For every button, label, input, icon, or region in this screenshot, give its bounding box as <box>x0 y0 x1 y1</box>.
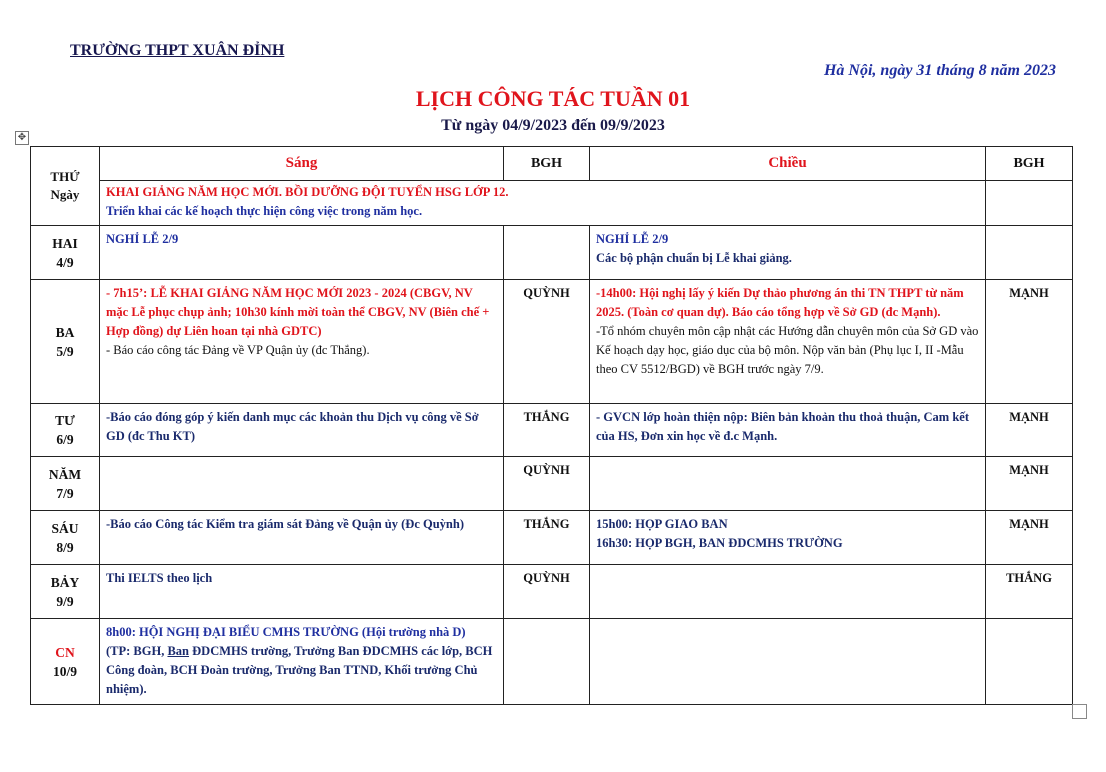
afternoon-cell <box>590 565 986 619</box>
day-name: BA <box>55 324 75 340</box>
morning-cell <box>100 457 504 511</box>
afternoon-line: - GVCN lớp hoàn thiện nộp: Biên bản khoản thu thoả thuận, Cam kết của HS, Đơn xin học về đ.c Mạnh. <box>596 410 969 443</box>
day-cell <box>31 226 100 280</box>
morning-line: 8h00: HỘI NGHỊ ĐẠI BIỂU CMHS TRƯỜNG (Hội trường nhà D) <box>106 625 466 639</box>
week-note-cell <box>100 181 986 226</box>
afternoon-cell <box>590 280 986 404</box>
day-date: 6/9 <box>56 432 74 447</box>
bgh-morning-cell: THẮNG <box>504 404 590 457</box>
morning-line: NGHỈ LỄ 2/9 <box>106 232 179 246</box>
day-date: 7/9 <box>56 485 74 501</box>
week-note-line2: Triển khai các kế hoạch thực hiện công việc trong năm học. <box>106 204 423 218</box>
morning-cell <box>100 226 504 280</box>
week-note-row <box>31 181 1073 226</box>
schedule-table <box>30 146 1073 705</box>
col-header-bgh-morning: BGH <box>504 147 590 181</box>
day-name: CN <box>55 644 75 660</box>
afternoon-line: 15h00: HỌP GIAO BAN <box>596 517 728 531</box>
table-move-handle-icon[interactable]: ✥ <box>15 131 29 145</box>
col-header-day-line2: Ngày <box>50 187 80 202</box>
day-name: TƯ <box>55 413 75 428</box>
bgh-afternoon-cell <box>986 619 1073 705</box>
table-row <box>31 565 1073 619</box>
day-cell <box>31 619 100 705</box>
table-header-row <box>31 147 1073 181</box>
afternoon-cell <box>590 619 986 705</box>
afternoon-line: -Tổ nhóm chuyên môn cập nhật các Hướng dẫn chuyên môn của Sở GD vào Kế hoạch dạy học, giáo dục của bộ môn. Nộp văn bản (Phụ lục I, II -Mẫu theo CV 5512/BGD) về BGH trước ngày 7/9. <box>596 324 979 376</box>
dateline: Hà Nội, ngày 31 tháng 8 năm 2023 <box>823 62 1056 79</box>
table-row <box>31 280 1073 404</box>
afternoon-cell <box>590 457 986 511</box>
bgh-morning-cell: THẮNG <box>504 511 590 565</box>
afternoon-cell <box>590 226 986 280</box>
table-row <box>31 457 1073 511</box>
day-date: 8/9 <box>56 539 74 555</box>
col-header-morning: Sáng <box>100 147 504 181</box>
morning-line: (TP: BGH, <box>106 644 168 658</box>
bgh-morning-cell: QUỲNH <box>504 565 590 619</box>
bgh-afternoon-cell: MẠNH <box>986 457 1073 511</box>
table-resize-handle-icon[interactable] <box>1072 704 1087 719</box>
table-row <box>31 404 1073 457</box>
afternoon-cell <box>590 404 986 457</box>
table-row <box>31 226 1073 280</box>
day-name: HAI <box>52 235 78 251</box>
morning-cell <box>100 619 504 705</box>
morning-line: ĐDCMHS trường, Trưởng Ban ĐDCMHS các lớp, BCH Công đoàn, BCH Đoàn trường, Trưởng Ban TTND, Khối trưởng Chủ nhiệm). <box>106 644 493 696</box>
day-date: 5/9 <box>56 343 74 359</box>
afternoon-line: Các bộ phận chuẩn bị Lễ khai giảng. <box>596 251 792 265</box>
morning-line-underlined: Ban <box>167 644 190 658</box>
bgh-afternoon-cell: MẠNH <box>986 404 1073 457</box>
morning-line: Thi IELTS theo lịch <box>106 571 213 585</box>
afternoon-cell <box>590 511 986 565</box>
col-header-day <box>31 147 100 226</box>
day-cell <box>31 511 100 565</box>
morning-cell <box>100 404 504 457</box>
day-name: SÁU <box>51 520 79 536</box>
day-cell <box>31 280 100 404</box>
bgh-morning-cell <box>504 226 590 280</box>
morning-cell <box>100 565 504 619</box>
morning-cell <box>100 280 504 404</box>
bgh-afternoon-cell <box>986 226 1073 280</box>
day-cell <box>31 457 100 511</box>
day-name: BẢY <box>50 574 80 590</box>
col-header-bgh-afternoon: BGH <box>986 147 1073 181</box>
date-range-subtitle: Từ ngày 04/9/2023 đến 09/9/2023 <box>441 117 665 134</box>
day-name: NĂM <box>48 466 82 482</box>
bgh-morning-cell <box>504 619 590 705</box>
bgh-morning-cell: QUỲNH <box>504 280 590 404</box>
day-date: 4/9 <box>56 254 74 270</box>
morning-line: - 7h15’: LỄ KHAI GIẢNG NĂM HỌC MỚI 2023 - 2024 (CBGV, NV mặc Lễ phục chụp ảnh; 10h30 kính mời toàn thể CBGV, NV (Biên chế + Hợp đồng) dự Liên hoan tại nhà GDTC) <box>106 286 490 338</box>
week-note-empty <box>986 181 1073 226</box>
morning-line: - Báo cáo công tác Đảng về VP Quận ủy (đc Thắng). <box>106 343 370 357</box>
day-date: 9/9 <box>56 593 74 609</box>
col-header-day-line1: THỨ <box>50 169 80 184</box>
col-header-afternoon: Chiều <box>590 147 986 181</box>
school-name: TRƯỜNG THPT XUÂN ĐỈNH <box>70 42 285 59</box>
bgh-afternoon-cell: MẠNH <box>986 511 1073 565</box>
page-title: LỊCH CÔNG TÁC TUẦN 01 <box>415 86 691 111</box>
day-cell <box>31 404 100 457</box>
day-cell <box>31 565 100 619</box>
morning-line: -Báo cáo Công tác Kiểm tra giám sát Đảng về Quận ủy (Đc Quỳnh) <box>106 517 464 531</box>
table-row <box>31 619 1073 705</box>
morning-line: -Báo cáo đóng góp ý kiến danh mục các khoản thu Dịch vụ công về Sở GD (đc Thu KT) <box>106 410 479 443</box>
afternoon-line: -14h00: Hội nghị lấy ý kiến Dự thảo phương án thi TN THPT từ năm 2025. (Toàn cơ quan dự). Báo cáo tổng hợp về Sở GD (đc Mạnh). <box>596 286 964 319</box>
afternoon-line: NGHỈ LỄ 2/9 <box>596 232 669 246</box>
morning-cell <box>100 511 504 565</box>
day-date: 10/9 <box>52 663 77 679</box>
afternoon-line: 16h30: HỌP BGH, BAN ĐDCMHS TRƯỜNG <box>596 536 843 550</box>
table-row <box>31 511 1073 565</box>
week-note-line1: KHAI GIẢNG NĂM HỌC MỚI. BỒI DƯỠNG ĐỘI TUYỂN HSG LỚP 12. <box>106 185 509 199</box>
bgh-morning-cell: QUỲNH <box>504 457 590 511</box>
bgh-afternoon-cell: MẠNH <box>986 280 1073 404</box>
bgh-afternoon-cell: THẮNG <box>986 565 1073 619</box>
